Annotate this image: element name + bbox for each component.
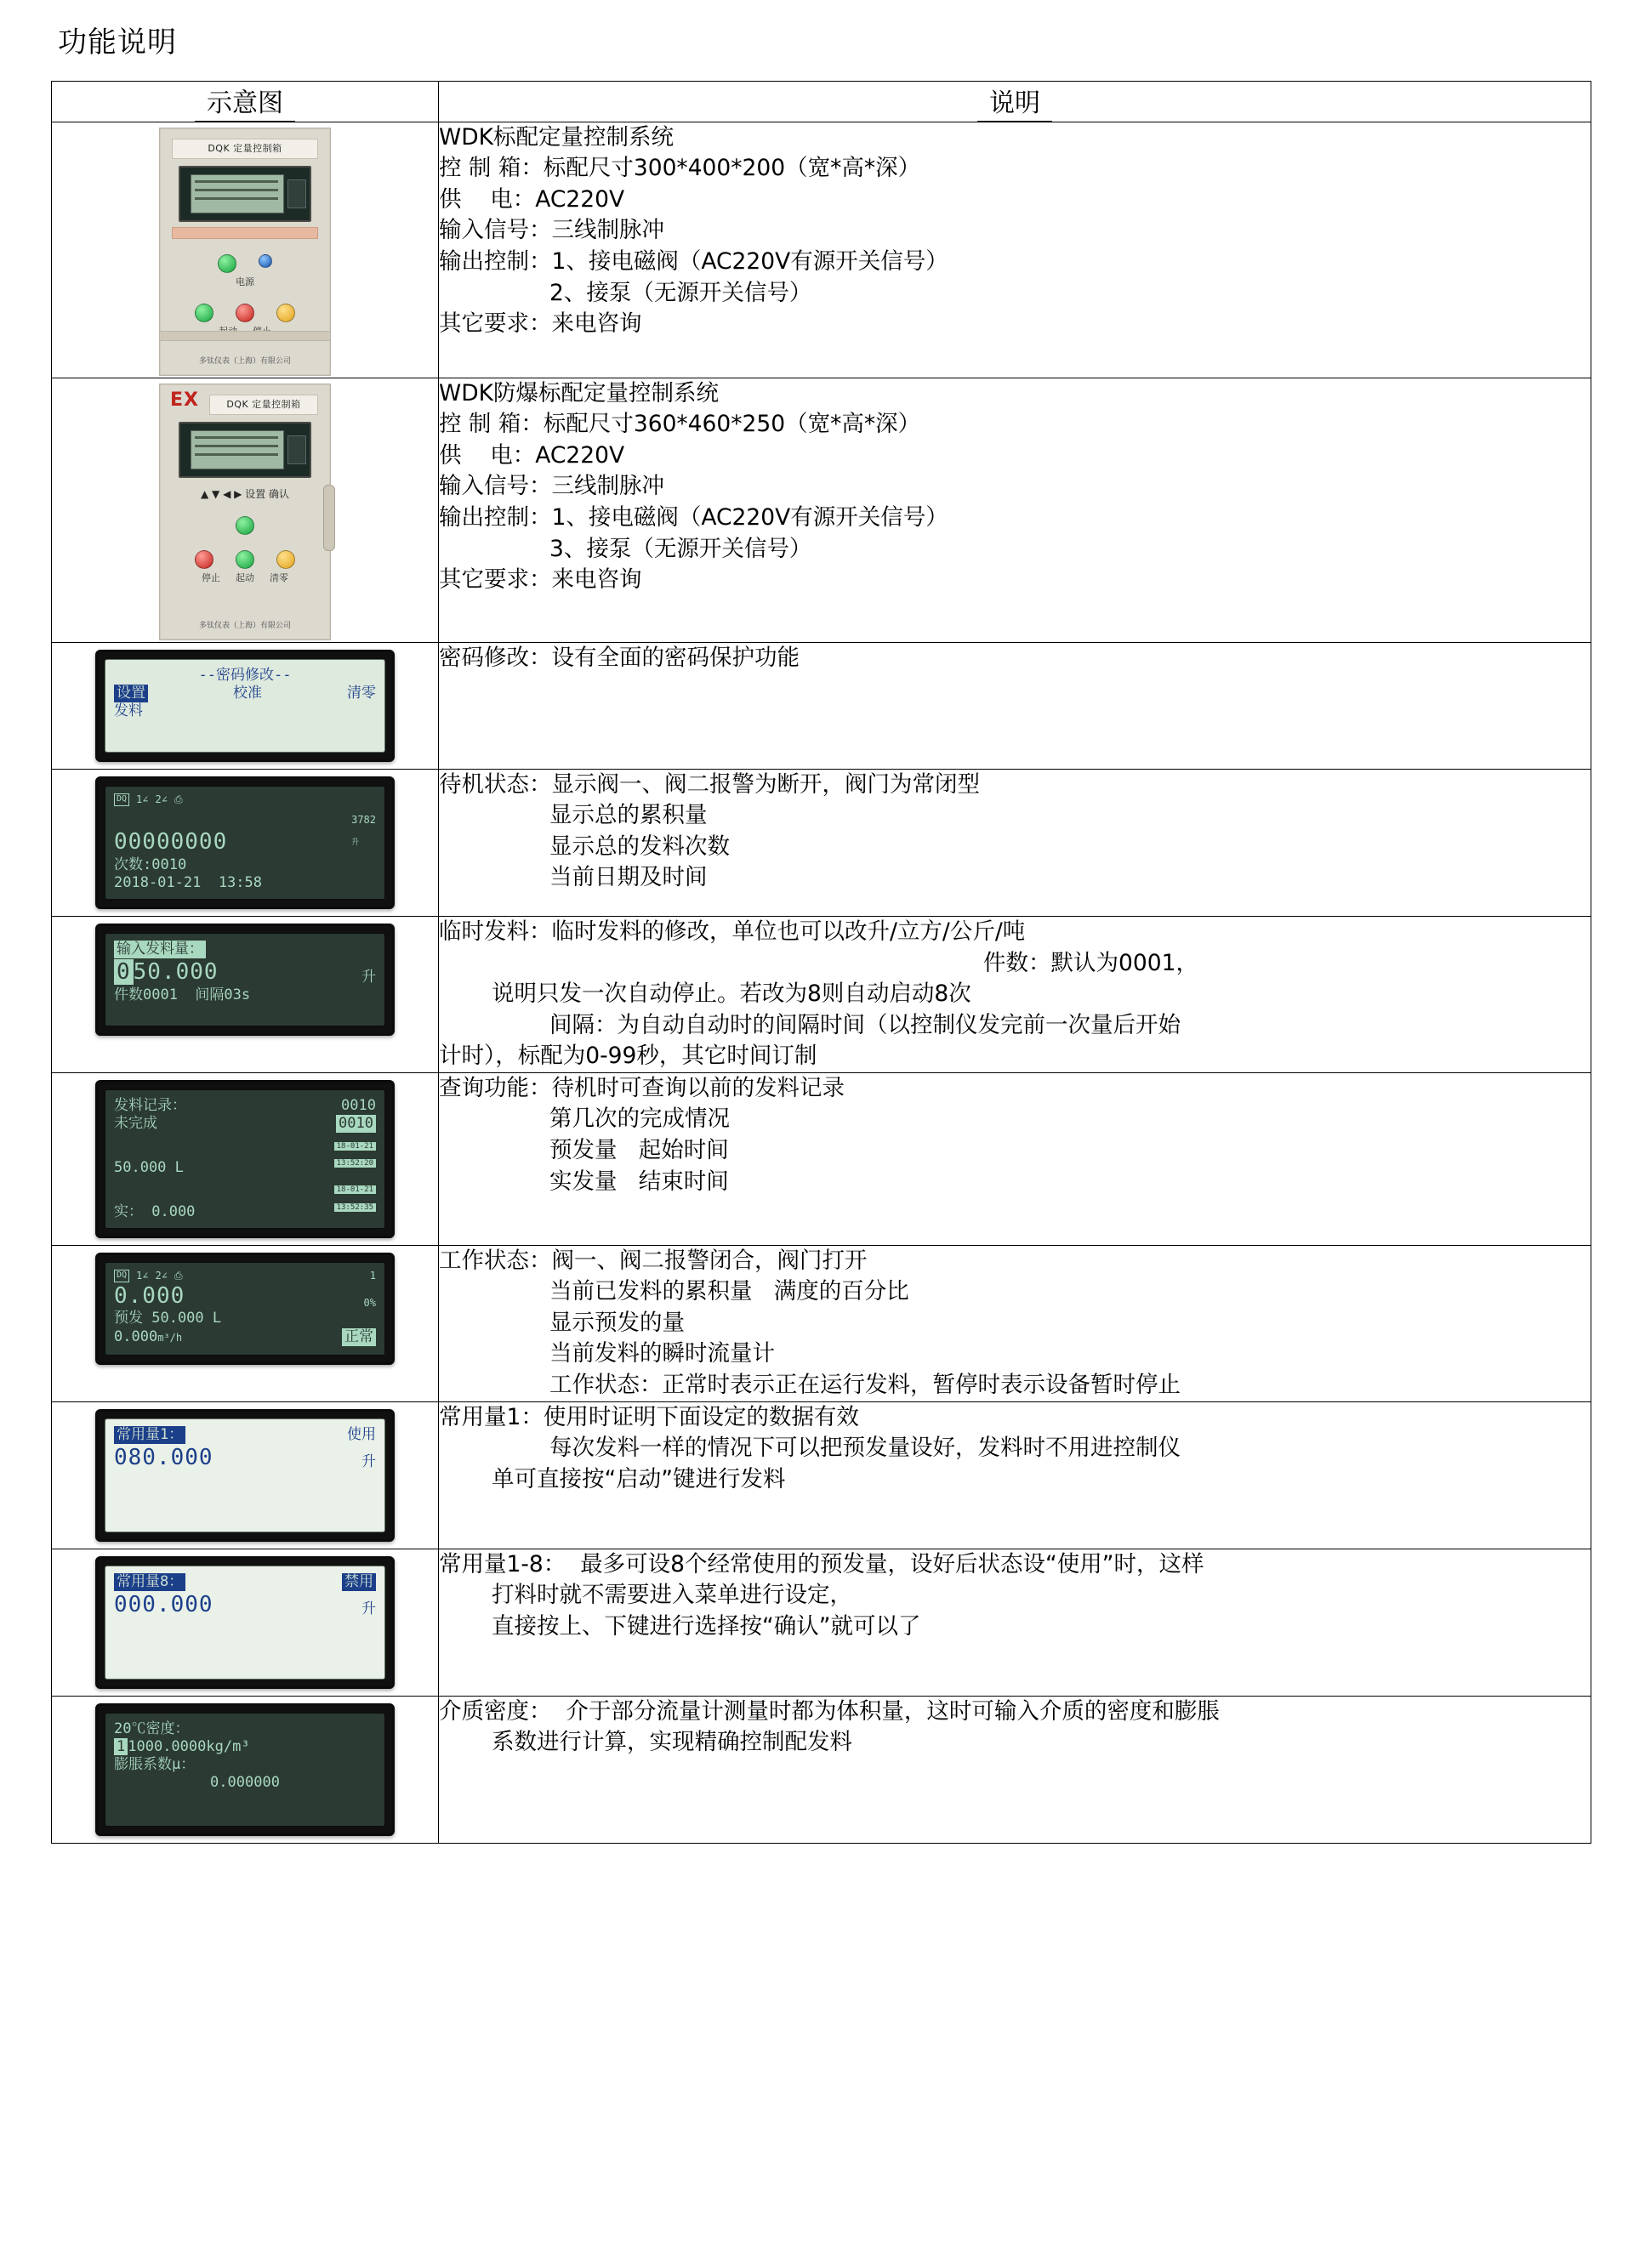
alarm-icon: ⎙ <box>174 1269 183 1282</box>
lcd-total-row <box>114 806 376 856</box>
record-preset: 50.000 L <box>114 1158 184 1176</box>
desc-line: 显示总的发料次数 <box>549 833 730 860</box>
common1-state[interactable]: 使用 <box>347 1425 376 1443</box>
desc-line: 输入信号：三线制脉冲 <box>439 473 664 500</box>
valve1-closed-icon: 1∠ <box>136 1269 149 1282</box>
cabinet-lamp-caption <box>160 275 330 288</box>
desc-line: 单可直接按“启动”键进行发料 <box>492 1465 786 1492</box>
figure-cell-cabinet-standard <box>52 122 439 378</box>
lcd-panel <box>95 1409 395 1542</box>
desc-line: 密码修改：设有全面的密码保护功能 <box>439 644 800 671</box>
column-header-figure: 示意图 <box>52 81 439 122</box>
reset-button-label: 清零 <box>270 571 288 583</box>
desc-line: 查询功能：待机时可查询以前的发料记录 <box>439 1074 845 1101</box>
total-value: 00000000 <box>114 829 228 855</box>
input-cursor-digit[interactable]: 0 <box>114 959 134 985</box>
lcd-value-row <box>114 1591 376 1619</box>
desc-line: 其它要求：来电咨询 <box>439 310 642 338</box>
desc-line: 系数进行计算，实现精确控制配发料 <box>492 1729 852 1756</box>
function-description-table <box>51 81 1591 1844</box>
description-cell <box>439 1696 1591 1843</box>
desc-line: 直接按上、下键进行选择按“确认”就可以了 <box>492 1612 921 1640</box>
record-start-time: 13:52:20 <box>334 1159 376 1168</box>
description-cell <box>439 642 1591 769</box>
lcd-prompt-row <box>114 941 376 958</box>
common1-value: 080.000 <box>114 1444 213 1470</box>
current-total: 0.000 <box>114 1282 185 1309</box>
cabinet-button-captions <box>160 571 330 584</box>
lcd-value-row <box>114 1444 376 1472</box>
lcd-preset-row <box>114 1310 376 1327</box>
total-unit: 升 <box>351 838 360 847</box>
lcd-menu-row2 <box>114 702 376 720</box>
lcd-record-state-row <box>114 1115 376 1133</box>
desc-line: 显示总的累积量 <box>549 802 708 829</box>
table-row <box>52 122 1591 378</box>
cabinet-footer-text: 多钛仪表（上海）有限公司 <box>198 621 291 630</box>
cabinet-arrow-keys <box>160 486 330 501</box>
lcd-coef-label-row <box>114 1756 376 1774</box>
percent-value: 0% <box>363 1297 376 1310</box>
figure-cell-record-screen <box>52 1072 439 1245</box>
valve-icon: DQ <box>114 793 129 806</box>
lcd-panel <box>95 650 395 762</box>
record-index: 0010 <box>341 1096 376 1114</box>
desc-line: 当前已发料的累积量 满度的百分比 <box>549 1278 909 1305</box>
desc-line: 常用量1：使用时证明下面设定的数据有效 <box>439 1403 859 1430</box>
desc-line: 介质密度： 介于部分流量计测量时都为体积量，这时可输入介质的密度和膨脹 <box>439 1697 1220 1725</box>
desc-line: 控 制 箱：标配尺寸300*400*200（宽*高*深） <box>439 155 921 182</box>
description-cell <box>439 378 1591 642</box>
lcd-panel <box>95 1253 395 1365</box>
desc-line: 工作状态：阀一、阀二报警闭合，阀门打开 <box>439 1247 868 1274</box>
table-header-row <box>52 81 1591 122</box>
density-value: 1000.0000kg/m³ <box>128 1737 250 1755</box>
control-cabinet-photo <box>159 128 331 376</box>
desc-line: 工作状态：正常时表示正在运行发料，暂停时表示设备暂时停止 <box>549 1372 1181 1399</box>
cabinet-door-handle <box>323 485 335 551</box>
description-cell <box>439 1549 1591 1696</box>
stop-button-label: 停止 <box>202 571 220 583</box>
record-title: 发料记录： <box>114 1096 186 1114</box>
lcd-status-icons <box>114 1270 376 1282</box>
lcd-screen-record <box>105 1089 385 1229</box>
desc-line: 当前日期及时间 <box>549 864 708 891</box>
desc-line: 实发量 结束时间 <box>549 1168 729 1195</box>
lcd-screen-working <box>105 1262 385 1356</box>
input-prompt: 输入发料量： <box>114 941 206 958</box>
common8-state[interactable]: 禁用 <box>342 1573 376 1591</box>
start-button-label: 起动 <box>236 571 254 583</box>
description-cell <box>439 1401 1591 1549</box>
lcd-screen-density <box>105 1713 385 1827</box>
description-cell <box>439 1072 1591 1245</box>
cabinet-button-row <box>160 304 330 322</box>
cabinet-nameplate: DQK 定量控制箱 <box>172 139 318 159</box>
reset-button-icon <box>276 304 295 322</box>
desc-line: 第几次的完成情况 <box>549 1106 730 1133</box>
lcd-flow-row <box>114 1328 376 1346</box>
desc-line: 待机状态：显示阀一、阀二报警为断开，阀门为常闭型 <box>439 770 980 798</box>
cabinet-lcd <box>191 174 284 213</box>
cabinet-display <box>179 422 311 478</box>
common8-value: 000.000 <box>114 1591 213 1617</box>
alarm-icon: ⎙ <box>174 793 183 805</box>
table-row <box>52 642 1591 769</box>
column-header-description: 说明 <box>439 81 1591 122</box>
lcd-title-row <box>114 1573 376 1591</box>
table-row <box>52 1549 1591 1696</box>
description-cell <box>439 122 1591 378</box>
desc-line: 3、接泵（无源开关信号） <box>549 535 812 562</box>
lcd-value-row <box>114 958 376 986</box>
cabinet-orange-strip <box>172 227 318 239</box>
lcd-panel <box>95 1080 395 1238</box>
density-cursor-digit[interactable]: 1 <box>114 1738 128 1755</box>
menu-item-reset[interactable]: 清零 <box>347 685 376 702</box>
lcd-menu-row <box>114 685 376 702</box>
desc-line: 件数：默认为0001， <box>983 949 1198 976</box>
desc-line: 说明只发一次自动停止。若改为8则自动启动8次 <box>492 981 971 1008</box>
figure-cell-common1-screen <box>52 1401 439 1549</box>
lcd-screen-common8 <box>105 1566 385 1680</box>
start-button-icon <box>195 304 213 322</box>
desc-line: 临时发料：临时发料的修改，单位也可以改升/立方/公斤/吨 <box>439 918 1026 946</box>
dispense-count: 次数:0010 <box>114 855 187 873</box>
common1-unit: 升 <box>361 1453 376 1471</box>
desc-line: 供 电：AC220V <box>439 185 625 213</box>
total-decimals: 3782 <box>351 814 376 827</box>
table-row <box>52 769 1591 916</box>
lcd-screen-password <box>105 659 385 753</box>
desc-line: 常用量1-8： 最多可设8个经常使用的预发量，设好后状态设“使用”时，这样 <box>439 1550 1204 1577</box>
table-row <box>52 917 1591 1073</box>
flow-unit: m³/h <box>157 1331 183 1344</box>
cabinet-keypad <box>287 179 306 208</box>
description-cell <box>439 769 1591 916</box>
figure-cell-password-screen <box>52 642 439 769</box>
lcd-title: --密码修改-- <box>198 666 292 684</box>
menu-item-calibrate[interactable]: 校准 <box>233 685 262 702</box>
input-value: 50.000 <box>133 959 219 986</box>
desc-line: 每次发料一样的情况下可以把预发量设好，发料时不用进控制仪 <box>549 1435 1181 1462</box>
desc-line: 预发量 起始时间 <box>549 1136 729 1163</box>
lcd-count-row <box>114 856 376 874</box>
lcd-panel <box>95 776 395 909</box>
record-start-date: 18-01-21 <box>334 1142 376 1151</box>
lcd-footer-row <box>114 986 376 1004</box>
valve1-open-icon: 1∠ <box>136 793 149 805</box>
figure-cell-common8-screen <box>52 1549 439 1696</box>
desc-line: 其它要求：来电咨询 <box>439 566 642 594</box>
cabinet-lamp-row <box>160 516 330 535</box>
lamp-label: 电源 <box>236 276 254 287</box>
valve-icon: DQ <box>114 1270 129 1282</box>
common1-title: 常用量1： <box>114 1426 185 1444</box>
start-button-icon <box>236 550 254 569</box>
cabinet-lamp-row <box>160 254 330 273</box>
menu-item-dispense[interactable]: 发料 <box>114 702 143 720</box>
lcd-record-preset-row <box>114 1133 376 1177</box>
stop-button-icon <box>236 304 254 322</box>
desc-line: 控 制 箱：标配尺寸360*460*250（宽*高*深） <box>439 411 921 438</box>
lcd-record-actual-row <box>114 1177 376 1221</box>
stop-button-icon <box>195 550 213 569</box>
desc-line: 当前发料的瞬时流量计 <box>549 1340 775 1367</box>
table-row <box>52 1245 1591 1401</box>
desc-line: WDK标配定量控制系统 <box>439 123 674 151</box>
cabinet-display <box>179 166 311 222</box>
density-title: 20℃密度： <box>114 1719 190 1737</box>
desc-line: 输出控制：1、接电磁阀（AC220V有源开关信号） <box>439 248 948 276</box>
desc-line: WDK防爆标配定量控制系统 <box>439 379 719 406</box>
valve2-closed-icon: 2∠ <box>155 1269 168 1282</box>
table-row <box>52 1072 1591 1245</box>
description-cell <box>439 1245 1591 1401</box>
cabinet-keypad <box>287 435 306 464</box>
datetime-value: 2018-01-21 13:58 <box>114 873 262 891</box>
table-row <box>52 1696 1591 1843</box>
desc-line: 输出控制：1、接电磁阀（AC220V有源开关信号） <box>439 504 948 531</box>
desc-line: 2、接泵（无源开关信号） <box>549 279 812 306</box>
table-row <box>52 378 1591 642</box>
desc-line: 显示预发的量 <box>549 1309 685 1336</box>
lcd-status-icons <box>114 793 376 806</box>
power-lamp-green-icon <box>236 516 254 535</box>
flow-value: 0.000 <box>114 1327 158 1345</box>
desc-line: 输入信号：三线制脉冲 <box>439 217 664 244</box>
cabinet-nameplate: DQK 定量控制箱 <box>209 395 318 415</box>
record-state-value: 0010 <box>336 1115 376 1133</box>
status-badge: 正常 <box>342 1328 376 1346</box>
desc-line: 打料时就不需要进入菜单进行设定， <box>492 1582 852 1609</box>
lcd-value-row <box>114 1282 376 1310</box>
preset-label: 预发 50.000 L <box>114 1310 222 1327</box>
lcd-panel <box>95 1703 395 1836</box>
arrow-keys-label: ▲ ▼ ◀ ▶ 设置 确认 <box>201 487 289 500</box>
figure-cell-density-screen <box>52 1696 439 1843</box>
lcd-title-row <box>114 1426 376 1444</box>
description-cell <box>439 917 1591 1073</box>
expansion-coefficient-value: 0.000000 <box>210 1774 280 1792</box>
input-unit: 升 <box>361 968 376 986</box>
lcd-screen-input <box>105 933 385 1026</box>
figure-cell-cabinet-explosionproof <box>52 378 439 642</box>
figure-cell-working-screen <box>52 1245 439 1401</box>
record-end-time: 13:52:35 <box>334 1203 376 1212</box>
lcd-datetime-row <box>114 874 376 892</box>
lcd-coef-value-row <box>114 1774 376 1792</box>
common8-title: 常用量8： <box>114 1573 185 1591</box>
cabinet-divider <box>160 331 330 341</box>
cabinet-footer-text: 多钛仪表（上海）有限公司 <box>198 356 291 366</box>
pieces-interval-label: 件数0001 间隔03s <box>114 986 251 1003</box>
common8-unit: 升 <box>361 1600 376 1618</box>
lcd-value-row <box>114 1738 376 1756</box>
record-state: 未完成 <box>114 1115 157 1133</box>
lcd-record-title-row <box>114 1097 376 1115</box>
reset-button-icon <box>276 550 295 569</box>
cabinet-button-row <box>160 550 330 569</box>
lcd-panel <box>95 1556 395 1689</box>
control-cabinet-ex-photo <box>159 384 331 640</box>
lcd-screen-standby <box>105 786 385 900</box>
batch-number: 1 <box>369 1269 376 1282</box>
desc-line: 供 电：AC220V <box>439 441 625 469</box>
power-lamp-green-icon <box>218 254 236 273</box>
indicator-lamp-blue-icon <box>259 254 272 268</box>
lcd-screen-common1 <box>105 1418 385 1532</box>
expansion-coefficient-label: 膨脹系数μ： <box>114 1756 196 1774</box>
lcd-title-row <box>114 1720 376 1738</box>
record-actual: 实： 0.000 <box>114 1202 196 1220</box>
desc-line: 间隔：为自动自动时的间隔时间（以控制仪发完前一次量后开始 <box>549 1011 1181 1038</box>
menu-item-selected[interactable]: 设置 <box>114 685 148 702</box>
lcd-panel <box>95 924 395 1036</box>
ex-badge: EX <box>170 389 199 411</box>
table-row <box>52 1401 1591 1549</box>
figure-cell-standby-screen <box>52 769 439 916</box>
valve2-open-icon: 2∠ <box>155 793 168 805</box>
record-end-date: 18-01-21 <box>334 1185 376 1194</box>
page-title: 功能说明 <box>58 26 177 60</box>
desc-line: 计时），标配为0-99秒，其它时间订制 <box>439 1043 817 1070</box>
cabinet-lcd <box>191 430 284 469</box>
figure-cell-input-screen <box>52 917 439 1073</box>
